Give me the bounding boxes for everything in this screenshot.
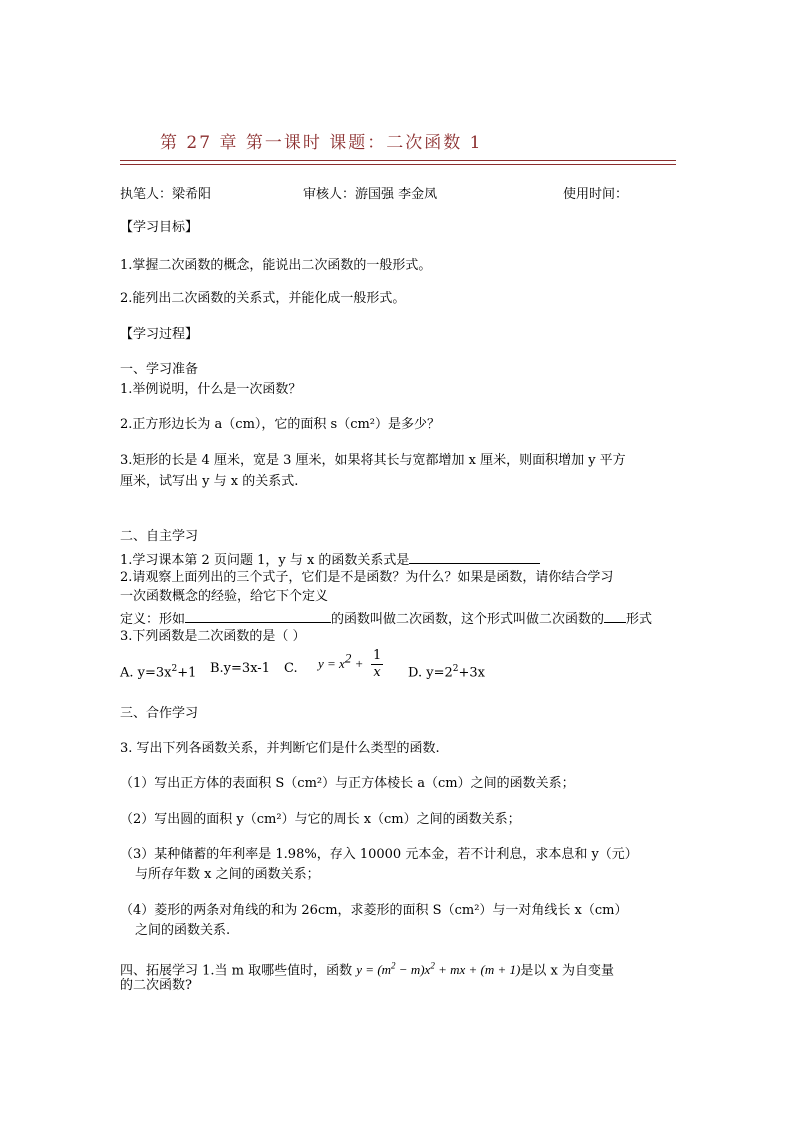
title-rule xyxy=(120,160,676,161)
s1-question-3-line2: 厘米，试写出 y 与 x 的关系式. xyxy=(120,474,299,489)
option-a: A. $y=3x^2+1$ xyxy=(120,664,197,681)
option-d: D. $y=2^2+3x$ xyxy=(408,664,485,681)
section2-heading: 二、自主学习 xyxy=(120,529,199,544)
s4-text-before: 四、拓展学习 1.当 m 取哪些值时，函数 xyxy=(120,963,353,979)
option-c-label: C. xyxy=(284,661,298,676)
answer-blank-1[interactable] xyxy=(409,549,540,564)
option-c-fraction xyxy=(371,648,383,681)
s2-definition xyxy=(120,608,652,629)
definition-suffix: 形式 xyxy=(626,612,653,627)
process-heading: 【学习过程】 xyxy=(120,327,199,342)
s2-question-3: 3.下列函数是二次函数的是（ ） xyxy=(120,629,306,644)
definition-prefix: 定义：形如 xyxy=(120,612,186,627)
page-title: 第 27 章 第一课时 课题：二次函数 1 xyxy=(160,133,483,153)
s3-part-3-line1: （3）某种储蓄的年利率是 1.98%，存入 10000 元本金，若不计利息，求本息和 y（元） xyxy=(120,847,638,862)
s4-formula: $y = (m^2 - m)x^2$ + mx + (m + 1) xyxy=(356,961,521,978)
s1-question-2: 2.正方形边长为 a（cm），它的面积 s（cm²）是多少？ xyxy=(120,417,441,432)
s3-part-4-line1: （4）菱形的两条对角线的和为 26cm，求菱形的面积 S（cm²）与一对角线长 x（cm） xyxy=(120,903,628,918)
title-rule-2 xyxy=(120,164,676,165)
s3-part-2: （2）写出圆的面积 y（cm²）与它的周长 x（cm）之间的函数关系； xyxy=(120,812,521,827)
s4-line-1 xyxy=(120,957,614,980)
s4-text-after: 是以 x 为自变量 xyxy=(520,963,614,979)
reviewer-label: 审核人：游国强 李金凤 xyxy=(303,187,438,202)
use-time-label: 使用时间： xyxy=(563,187,629,202)
definition-blank-name[interactable] xyxy=(604,608,626,623)
fraction-denominator: x xyxy=(373,665,381,680)
option-b: B.y=3x-1 xyxy=(210,661,270,676)
option-c-lhs: y = x xyxy=(318,656,345,671)
section3-heading: 三、合作学习 xyxy=(120,706,199,721)
section1-heading: 一、学习准备 xyxy=(120,362,199,377)
definition-blank-form[interactable] xyxy=(185,608,331,623)
s3-part-1: （1）写出正方体的表面积 S（cm²）与正方体棱长 a（cm）之间的函数关系； xyxy=(120,776,575,791)
s2-question-1-text: 1.学习课本第 2 页问题 1，y 与 x 的函数关系式是 xyxy=(120,553,410,568)
s2-question-1 xyxy=(120,549,540,570)
s2-question-2-line2: 一次函数概念的经验，给它下个定义 xyxy=(120,589,329,604)
s4-line-2: 的二次函数? xyxy=(120,978,192,993)
s2-question-2-line1: 2.请观察上面列出的三个式子，它们是不是函数？为什么？如果是函数，请你结合学习 xyxy=(120,570,614,585)
option-c-formula xyxy=(318,648,387,681)
s3-question-3: 3. 写出下列各函数关系，并判断它们是什么类型的函数. xyxy=(120,741,440,756)
s3-part-4-line2: 之间的函数关系. xyxy=(135,923,231,938)
goal-item-2: 2.能列出二次函数的关系式，并能化成一般形式。 xyxy=(120,291,406,306)
definition-middle: 的函数叫做二次函数，这个形式叫做二次函数的 xyxy=(331,612,605,627)
s1-question-1: 1.举例说明，什么是一次函数？ xyxy=(120,382,302,397)
fraction-numerator: 1 xyxy=(372,648,382,663)
goal-item-1: 1.掌握二次函数的概念，能说出二次函数的一般形式。 xyxy=(120,258,432,273)
option-c-exponent: 2 xyxy=(344,650,352,666)
author-label: 执笔人：梁希阳 xyxy=(120,187,212,202)
s1-question-3-line1: 3.矩形的长是 4 厘米，宽是 3 厘米，如果将其长与宽都增加 x 厘米，则面积增加 y 平方 xyxy=(120,453,626,468)
s3-part-3-line2: 与所存年数 x 之间的函数关系； xyxy=(135,867,320,882)
option-c-plus: + xyxy=(355,656,363,671)
goals-heading: 【学习目标】 xyxy=(120,220,199,235)
